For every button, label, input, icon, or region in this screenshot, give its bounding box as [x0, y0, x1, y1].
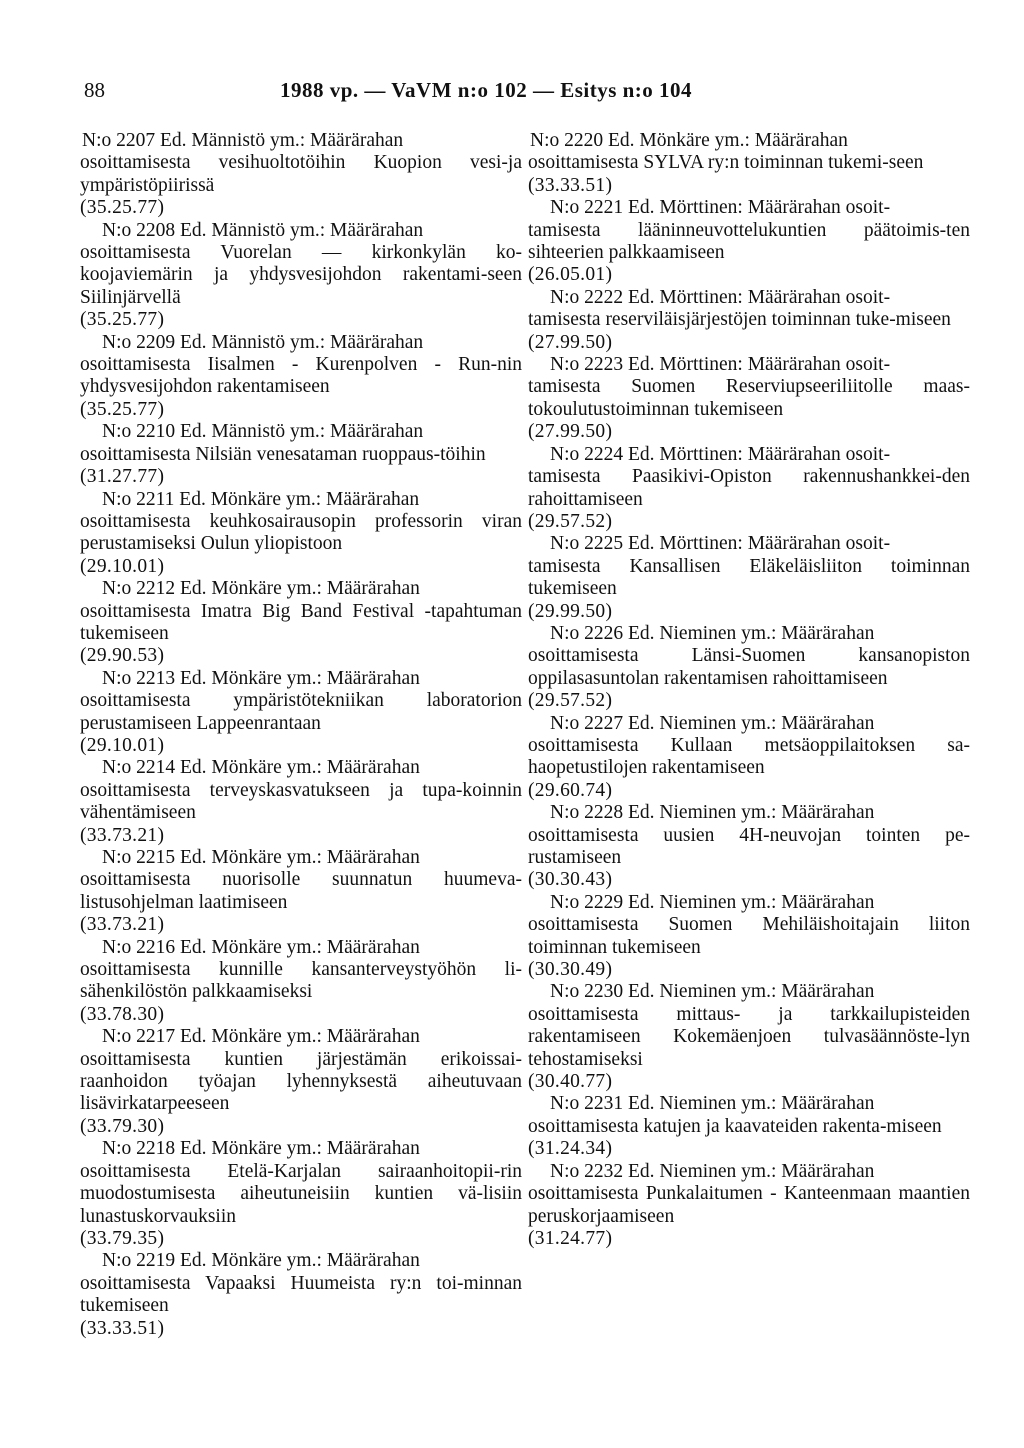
motion-description: osoittamisesta terveyskasvatukseen ja tupa-koinnin vähentämiseen: [80, 779, 522, 824]
motion-description: osoittamisesta SYLVA ry:n toiminnan tukemi-seen: [528, 152, 924, 174]
motion-title: N:o 2220 Ed. Mönkäre ym.: Määrärahan: [530, 130, 848, 151]
motion-entry: [80, 489, 522, 579]
page-number: 88: [84, 78, 105, 102]
motion-entry: [528, 444, 970, 534]
budget-code: (29.99.50): [528, 600, 613, 622]
motion-description: osoittamisesta Vapaaksi Huumeista ry:n toi-minnan tukemiseen: [80, 1272, 522, 1317]
motion-entry: [80, 1026, 522, 1138]
motion-description: osoittamisesta Iisalmen - Kurenpolven - Run-nin yhdysvesijohdon rakentamiseen: [80, 354, 522, 398]
motion-title: N:o 2229 Ed. Nieminen ym.: Määrärahan: [550, 891, 875, 913]
motion-entry: [528, 354, 970, 444]
motion-entry: [528, 1161, 970, 1251]
motion-description: osoittamisesta uusien 4H-neuvojan tointen pe-rustamiseen: [528, 824, 970, 868]
motion-description: osoittamisesta Etelä-Karjalan sairaanhoitopii-rin muodostumisesta aiheutuneisiin kuntien vä-lisiin lunastuskorvauksiin: [80, 1160, 522, 1227]
budget-code: (29.57.52): [528, 690, 613, 712]
motion-entry: [528, 713, 970, 803]
budget-code: (29.10.01): [80, 555, 165, 577]
motion-entry: [528, 533, 970, 623]
motion-title: N:o 2210 Ed. Männistö ym.: Määrärahan: [102, 421, 424, 443]
budget-code: (33.73.21): [80, 914, 165, 936]
motion-title: N:o 2230 Ed. Nieminen ym.: Määrärahan: [550, 981, 875, 1003]
budget-code: (33.33.51): [528, 174, 613, 196]
motion-title: N:o 2231 Ed. Nieminen ym.: Määrärahan: [550, 1093, 875, 1115]
motion-description: osoittamisesta nuorisolle suunnatun huumeva-listusohjelman laatimiseen: [80, 869, 522, 913]
page-header: [84, 78, 944, 112]
motion-entry: [80, 1138, 522, 1250]
budget-code: (27.99.50): [528, 331, 613, 353]
budget-code: (33.33.51): [80, 1317, 165, 1339]
budget-code: (35.25.77): [80, 398, 165, 420]
motion-description: osoittamisesta Nilsiän venesataman ruoppaus-töihin: [80, 443, 486, 465]
motion-title: N:o 2221 Ed. Mörttinen: Määrärahan osoit-: [550, 197, 891, 219]
motion-title: N:o 2217 Ed. Mönkäre ym.: Määrärahan: [102, 1026, 420, 1048]
budget-code: (29.90.53): [80, 645, 165, 667]
motion-description: tamisesta Paasikivi-Opiston rakennushankkei-den rahoittamiseen: [528, 466, 970, 510]
motion-title: N:o 2218 Ed. Mönkäre ym.: Määrärahan: [102, 1138, 420, 1160]
budget-code: (31.27.77): [80, 466, 165, 488]
budget-code: (33.79.30): [80, 1115, 165, 1137]
motion-title: N:o 2216 Ed. Mönkäre ym.: Määrärahan: [102, 936, 420, 958]
motion-description: osoittamisesta ympäristötekniikan laboratorion perustamiseen Lappeenrantaan: [80, 690, 522, 734]
motion-entry: [528, 1093, 970, 1160]
motion-entry: [528, 287, 970, 354]
motion-description: osoittamisesta Länsi-Suomen kansanopiston oppilasasuntolan rakentamisen rahoittamiseen: [528, 645, 970, 689]
motion-description: tamisesta Kansallisen Eläkeläisliiton toiminnan tukemiseen: [528, 555, 970, 600]
motion-title: N:o 2227 Ed. Nieminen ym.: Määrärahan: [550, 712, 875, 734]
motion-title: N:o 2225 Ed. Mörttinen: Määrärahan osoit-: [550, 533, 891, 555]
motion-description: tamisesta reserviläisjärjestöjen toiminnan tuke-miseen: [528, 309, 951, 331]
budget-code: (26.05.01): [528, 264, 613, 286]
budget-code: (33.79.35): [80, 1227, 165, 1249]
budget-code: (27.99.50): [528, 421, 613, 443]
motion-entry: [80, 578, 522, 668]
motion-title: N:o 2211 Ed. Mönkäre ym.: Määrärahan: [102, 488, 420, 510]
motion-title: N:o 2209 Ed. Männistö ym.: Määrärahan: [102, 331, 424, 353]
budget-code: (35.25.77): [80, 197, 165, 219]
motion-entry: [80, 220, 522, 332]
running-head: 1988 vp. — VaVM n:o 102 — Esitys n:o 104: [280, 78, 693, 102]
motion-description: osoittamisesta Kullaan metsäoppilaitoksen sa-haopetustilojen rakentamiseen: [528, 734, 970, 779]
motion-description: osoittamisesta katujen ja kaavateiden rakenta-miseen: [528, 1115, 942, 1137]
budget-code: (31.24.34): [528, 1138, 613, 1160]
motion-entry: [80, 332, 522, 422]
budget-code: (29.10.01): [80, 734, 165, 756]
motion-entry: [80, 421, 522, 488]
budget-code: (30.40.77): [528, 1071, 613, 1093]
left-column: [80, 130, 522, 1340]
motion-description: osoittamisesta vesihuoltotöihin Kuopion vesi-ja ympäristöpiirissä: [80, 152, 522, 196]
motion-title: N:o 2212 Ed. Mönkäre ym.: Määrärahan: [102, 578, 420, 600]
budget-code: (30.30.43): [528, 869, 613, 891]
motion-entry: [80, 847, 522, 937]
budget-code: (29.60.74): [528, 779, 613, 801]
motion-title: N:o 2224 Ed. Mörttinen: Määrärahan osoit-: [550, 443, 891, 465]
motion-title: N:o 2228 Ed. Nieminen ym.: Määrärahan: [550, 802, 875, 824]
motion-description: osoittamisesta Punkalaitumen - Kanteenmaan maantien peruskorjaamiseen: [528, 1183, 970, 1227]
motion-title: N:o 2219 Ed. Mönkäre ym.: Määrärahan: [102, 1250, 420, 1272]
motion-entry: [528, 802, 970, 892]
budget-code: (29.57.52): [528, 510, 613, 532]
motion-entry: [80, 1250, 522, 1340]
motion-description: osoittamisesta Imatra Big Band Festival -tapahtuman tukemiseen: [80, 600, 522, 644]
motion-entry: [528, 197, 970, 287]
motion-entry: [80, 937, 522, 1027]
motion-description: osoittamisesta mittaus- ja tarkkailupisteiden rakentamiseen Kokemäenjoen tulvasäännöste-lyn tehostamiseksi: [528, 1003, 970, 1070]
motion-description: osoittamisesta kunnille kansanterveystyöhön li-sähenkilöstön palkkaamiseksi: [80, 959, 522, 1003]
budget-code: (33.73.21): [80, 824, 165, 846]
motion-title: N:o 2207 Ed. Männistö ym.: Määrärahan: [82, 130, 404, 151]
motion-title: N:o 2222 Ed. Mörttinen: Määrärahan osoit-: [550, 286, 891, 308]
motion-title: N:o 2214 Ed. Mönkäre ym.: Määrärahan: [102, 757, 420, 779]
motion-title: N:o 2232 Ed. Nieminen ym.: Määrärahan: [550, 1160, 875, 1182]
motion-description: osoittamisesta Vuorelan — kirkonkylän ko-koojaviemärin ja yhdysvesijohdon rakentami-seen Siilinjärvellä: [80, 242, 522, 308]
motion-description: osoittamisesta kuntien järjestämän erikoissai-raanhoidon työajan lyhennyksestä aiheutuvaan lisävirkatarpeeseen: [80, 1048, 522, 1115]
budget-code: (31.24.77): [528, 1227, 613, 1249]
budget-code: (33.78.30): [80, 1003, 165, 1025]
motion-entry: [528, 623, 970, 713]
motion-entry: [80, 668, 522, 758]
motion-description: osoittamisesta keuhkosairausopin professorin viran perustamiseksi Oulun yliopistoon: [80, 510, 522, 555]
motion-title: N:o 2226 Ed. Nieminen ym.: Määrärahan: [550, 622, 875, 644]
motion-entry: [80, 757, 522, 847]
motion-description: tamisesta lääninneuvottelukuntien päätoimis-ten sihteerien palkkaamiseen: [528, 219, 970, 264]
motion-title: N:o 2208 Ed. Männistö ym.: Määrärahan: [102, 219, 424, 241]
motion-entry: [528, 981, 970, 1093]
motion-entry: [80, 130, 522, 220]
motion-entry: [528, 130, 970, 197]
motion-title: N:o 2213 Ed. Mönkäre ym.: Määrärahan: [102, 667, 420, 689]
budget-code: (30.30.49): [528, 959, 613, 981]
motion-entry: [528, 892, 970, 982]
motion-description: osoittamisesta Suomen Mehiläishoitajain liiton toiminnan tukemiseen: [528, 914, 970, 958]
motion-description: tamisesta Suomen Reserviupseeriliitolle maas-tokoulutustoiminnan tukemiseen: [528, 376, 970, 420]
right-column: [528, 130, 970, 1250]
motion-title: N:o 2223 Ed. Mörttinen: Määrärahan osoit-: [550, 354, 891, 376]
motion-title: N:o 2215 Ed. Mönkäre ym.: Määrärahan: [102, 847, 420, 868]
budget-code: (35.25.77): [80, 309, 165, 331]
